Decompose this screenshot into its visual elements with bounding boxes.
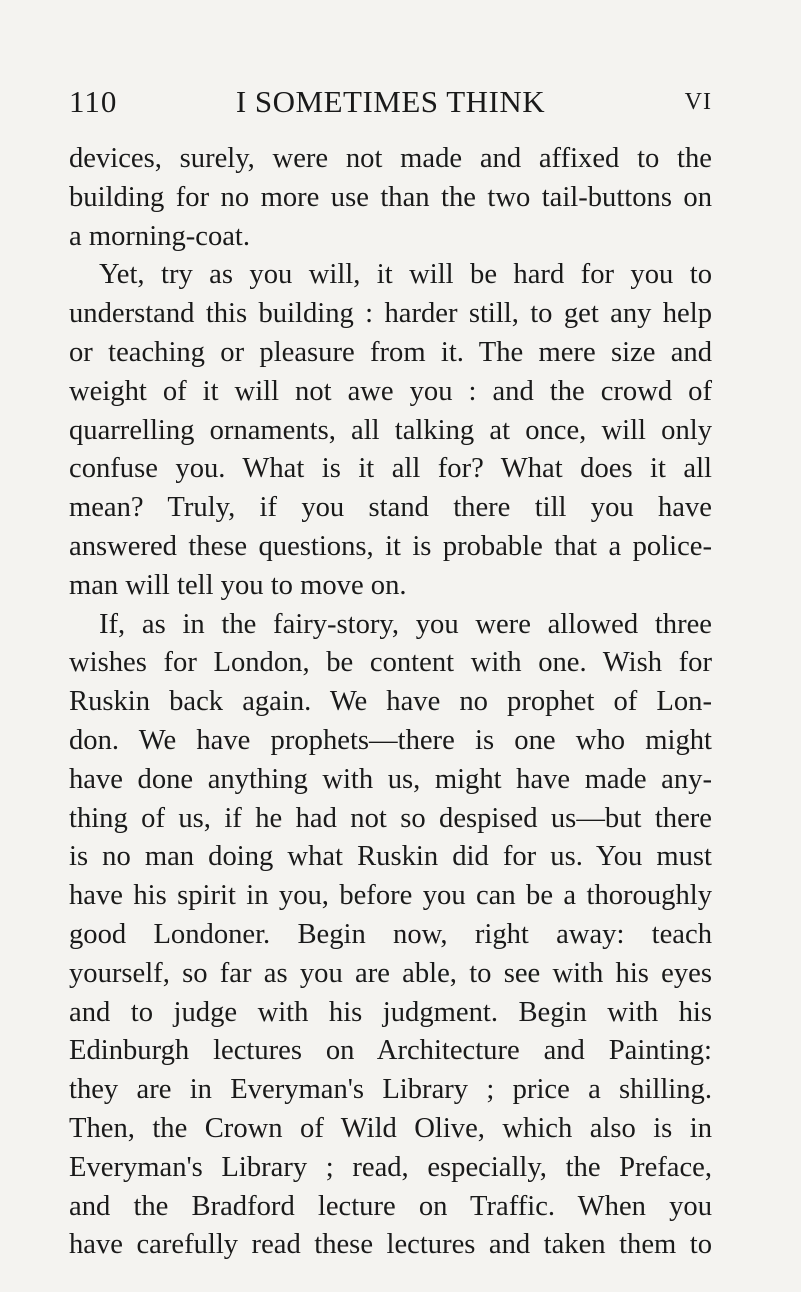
text-line: Ruskin back again. We have no prophet of Lon- — [69, 686, 712, 718]
text-line: Everyman's Library ; read, especially, the Preface, — [69, 1151, 712, 1183]
running-title: I SOMETIMES THINK — [235, 84, 546, 119]
text-line: wishes for London, be content with one. Wish for — [69, 647, 712, 679]
text-line: a morning-coat. — [69, 220, 251, 252]
body-text — [69, 140, 712, 1265]
text-line: and to judge with his judgment. Begin with his — [69, 996, 712, 1028]
text-line: have his spirit in you, before you can be a thoroughly — [69, 880, 712, 912]
text-line: they are in Everyman's Library ; price a shilling. — [69, 1074, 712, 1106]
text-line: have carefully read these lectures and taken them to — [69, 1229, 712, 1261]
text-line: thing of us, if he had not so despised us—but there — [69, 802, 712, 834]
text-line: or teaching or pleasure from it. The mere size and — [69, 336, 712, 368]
text-line: don. We have prophets—there is one who might — [69, 724, 712, 756]
text-line: yourself, so far as you are able, to see with his eyes — [69, 957, 712, 989]
text-line: understand this building : harder still, to get any help — [69, 298, 712, 330]
running-head — [69, 82, 712, 122]
text-line: is no man doing what Ruskin did for us. You must — [69, 841, 712, 873]
text-line: Yet, try as you will, it will be hard for you to — [99, 259, 712, 291]
text-line: If, as in the fairy-story, you were allowed three — [99, 608, 712, 640]
text-line: quarrelling ornaments, all talking at once, will only — [69, 414, 712, 446]
text-line: weight of it will not awe you : and the crowd of — [69, 375, 712, 407]
text-line: have done anything with us, might have made any- — [69, 763, 712, 795]
chapter-number: VI — [684, 89, 712, 115]
text-line: and the Bradford lecture on Traffic. When you — [69, 1190, 712, 1222]
text-line: man will tell you to move on. — [69, 569, 407, 601]
text-line: confuse you. What is it all for? What does it all — [69, 453, 712, 485]
page-number: 110 — [69, 84, 118, 119]
text-line: devices, surely, were not made and affixed to the — [69, 143, 712, 174]
text-line: good Londoner. Begin now, right away: teach — [69, 918, 712, 950]
text-line: building for no more use than the two tail-buttons on — [69, 181, 712, 213]
text-line: Edinburgh lectures on Architecture and Painting: — [69, 1035, 712, 1067]
text-line: Then, the Crown of Wild Olive, which also is in — [69, 1112, 712, 1144]
text-line: mean? Truly, if you stand there till you have — [69, 492, 712, 524]
text-line: answered these questions, it is probable that a police- — [69, 530, 712, 562]
